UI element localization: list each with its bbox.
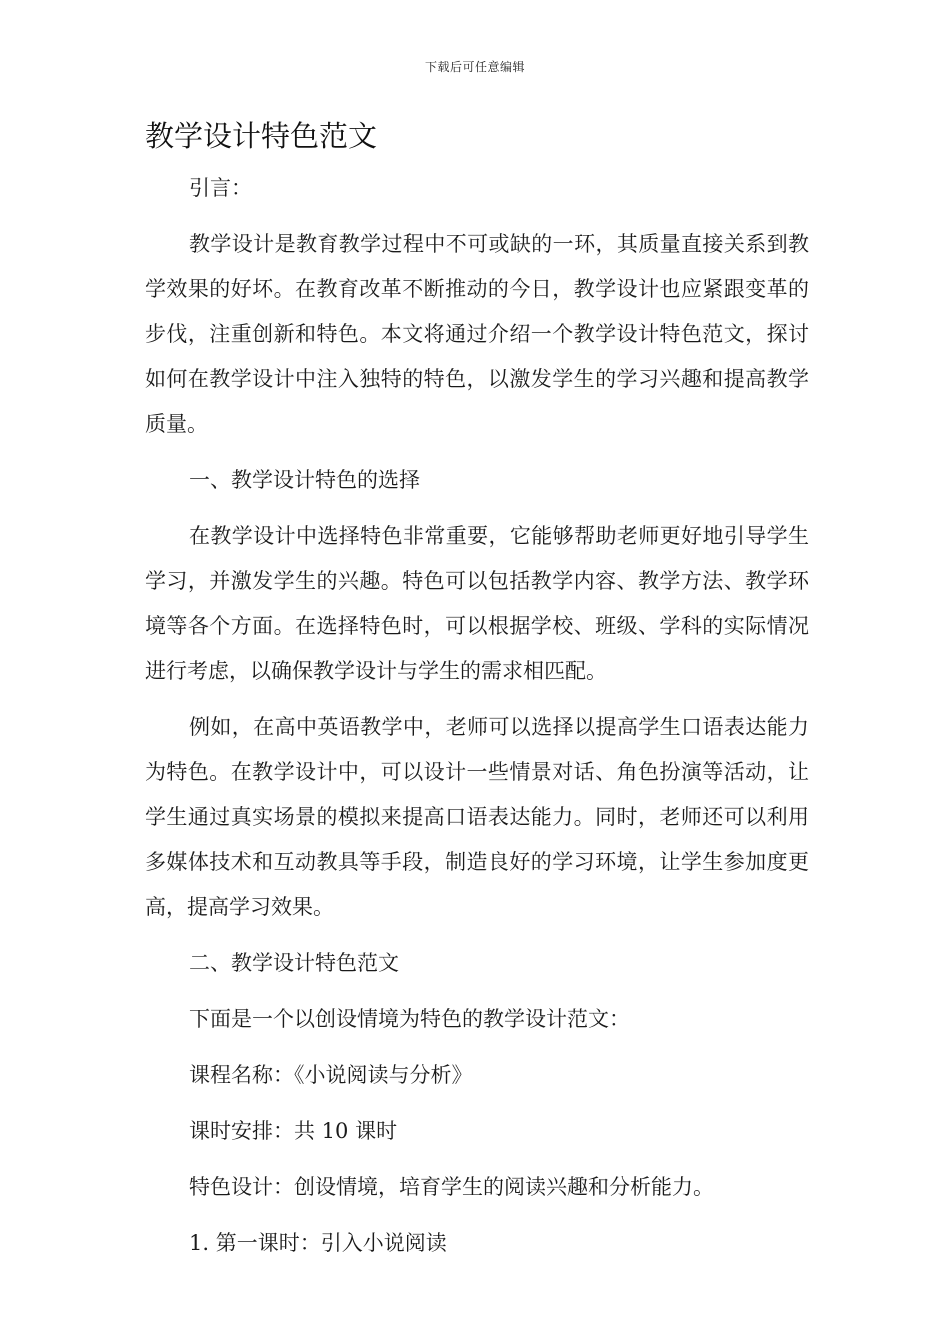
example-paragraph: 例如，在高中英语教学中，老师可以选择以提高学生口语表达能力为特色。在教学设计中，可以设计一些情景对话、角色扮演等活动，让学生通过真实场景的模拟来提高口语表达能力。同时，老师还可以利用多媒体技术和互动教具等手段，制造良好的学习环境，让学生参加度更高，提高学习效果。 [145, 715, 809, 919]
lesson-1-item: 1. 第一课时：引入小说阅读 [189, 1231, 447, 1255]
section-heading-2: 二、教学设计特色范文 [189, 951, 399, 975]
course-hours: 课时安排：共 10 课时 [189, 1119, 398, 1143]
document-title: 教学设计特色范文 [145, 119, 378, 153]
example-intro: 下面是一个以创设情境为特色的教学设计范文： [189, 1007, 630, 1031]
section-heading-1: 一、教学设计特色的选择 [189, 468, 420, 492]
feature-design: 特色设计：创设情境，培育学生的阅读兴趣和分析能力。 [189, 1175, 714, 1199]
intro-label: 引言： [189, 176, 252, 200]
course-name: 课程名称：《小说阅读与分析》 [189, 1063, 473, 1087]
intro-paragraph: 教学设计是教育教学过程中不可或缺的一环，其质量直接关系到教学效果的好坏。在教育改革不断推动的今日，教学设计也应紧跟变革的步伐，注重创新和特色。本文将通过介绍一个教学设计特色范文，探讨如何在教学设计中注入独特的特色，以激发学生的学习兴趣和提高教学质量。 [145, 232, 809, 436]
section-1-paragraph: 在教学设计中选择特色非常重要，它能够帮助老师更好地引导学生学习，并激发学生的兴趣。特色可以包括教学内容、教学方法、教学环境等各个方面。在选择特色时，可以根据学校、班级、学科的实际情况进行考虑，以确保教学设计与学生的需求相匹配。 [145, 524, 809, 683]
header-note: 下载后可任意编辑 [424, 60, 525, 74]
document-body [145, 166, 809, 1266]
